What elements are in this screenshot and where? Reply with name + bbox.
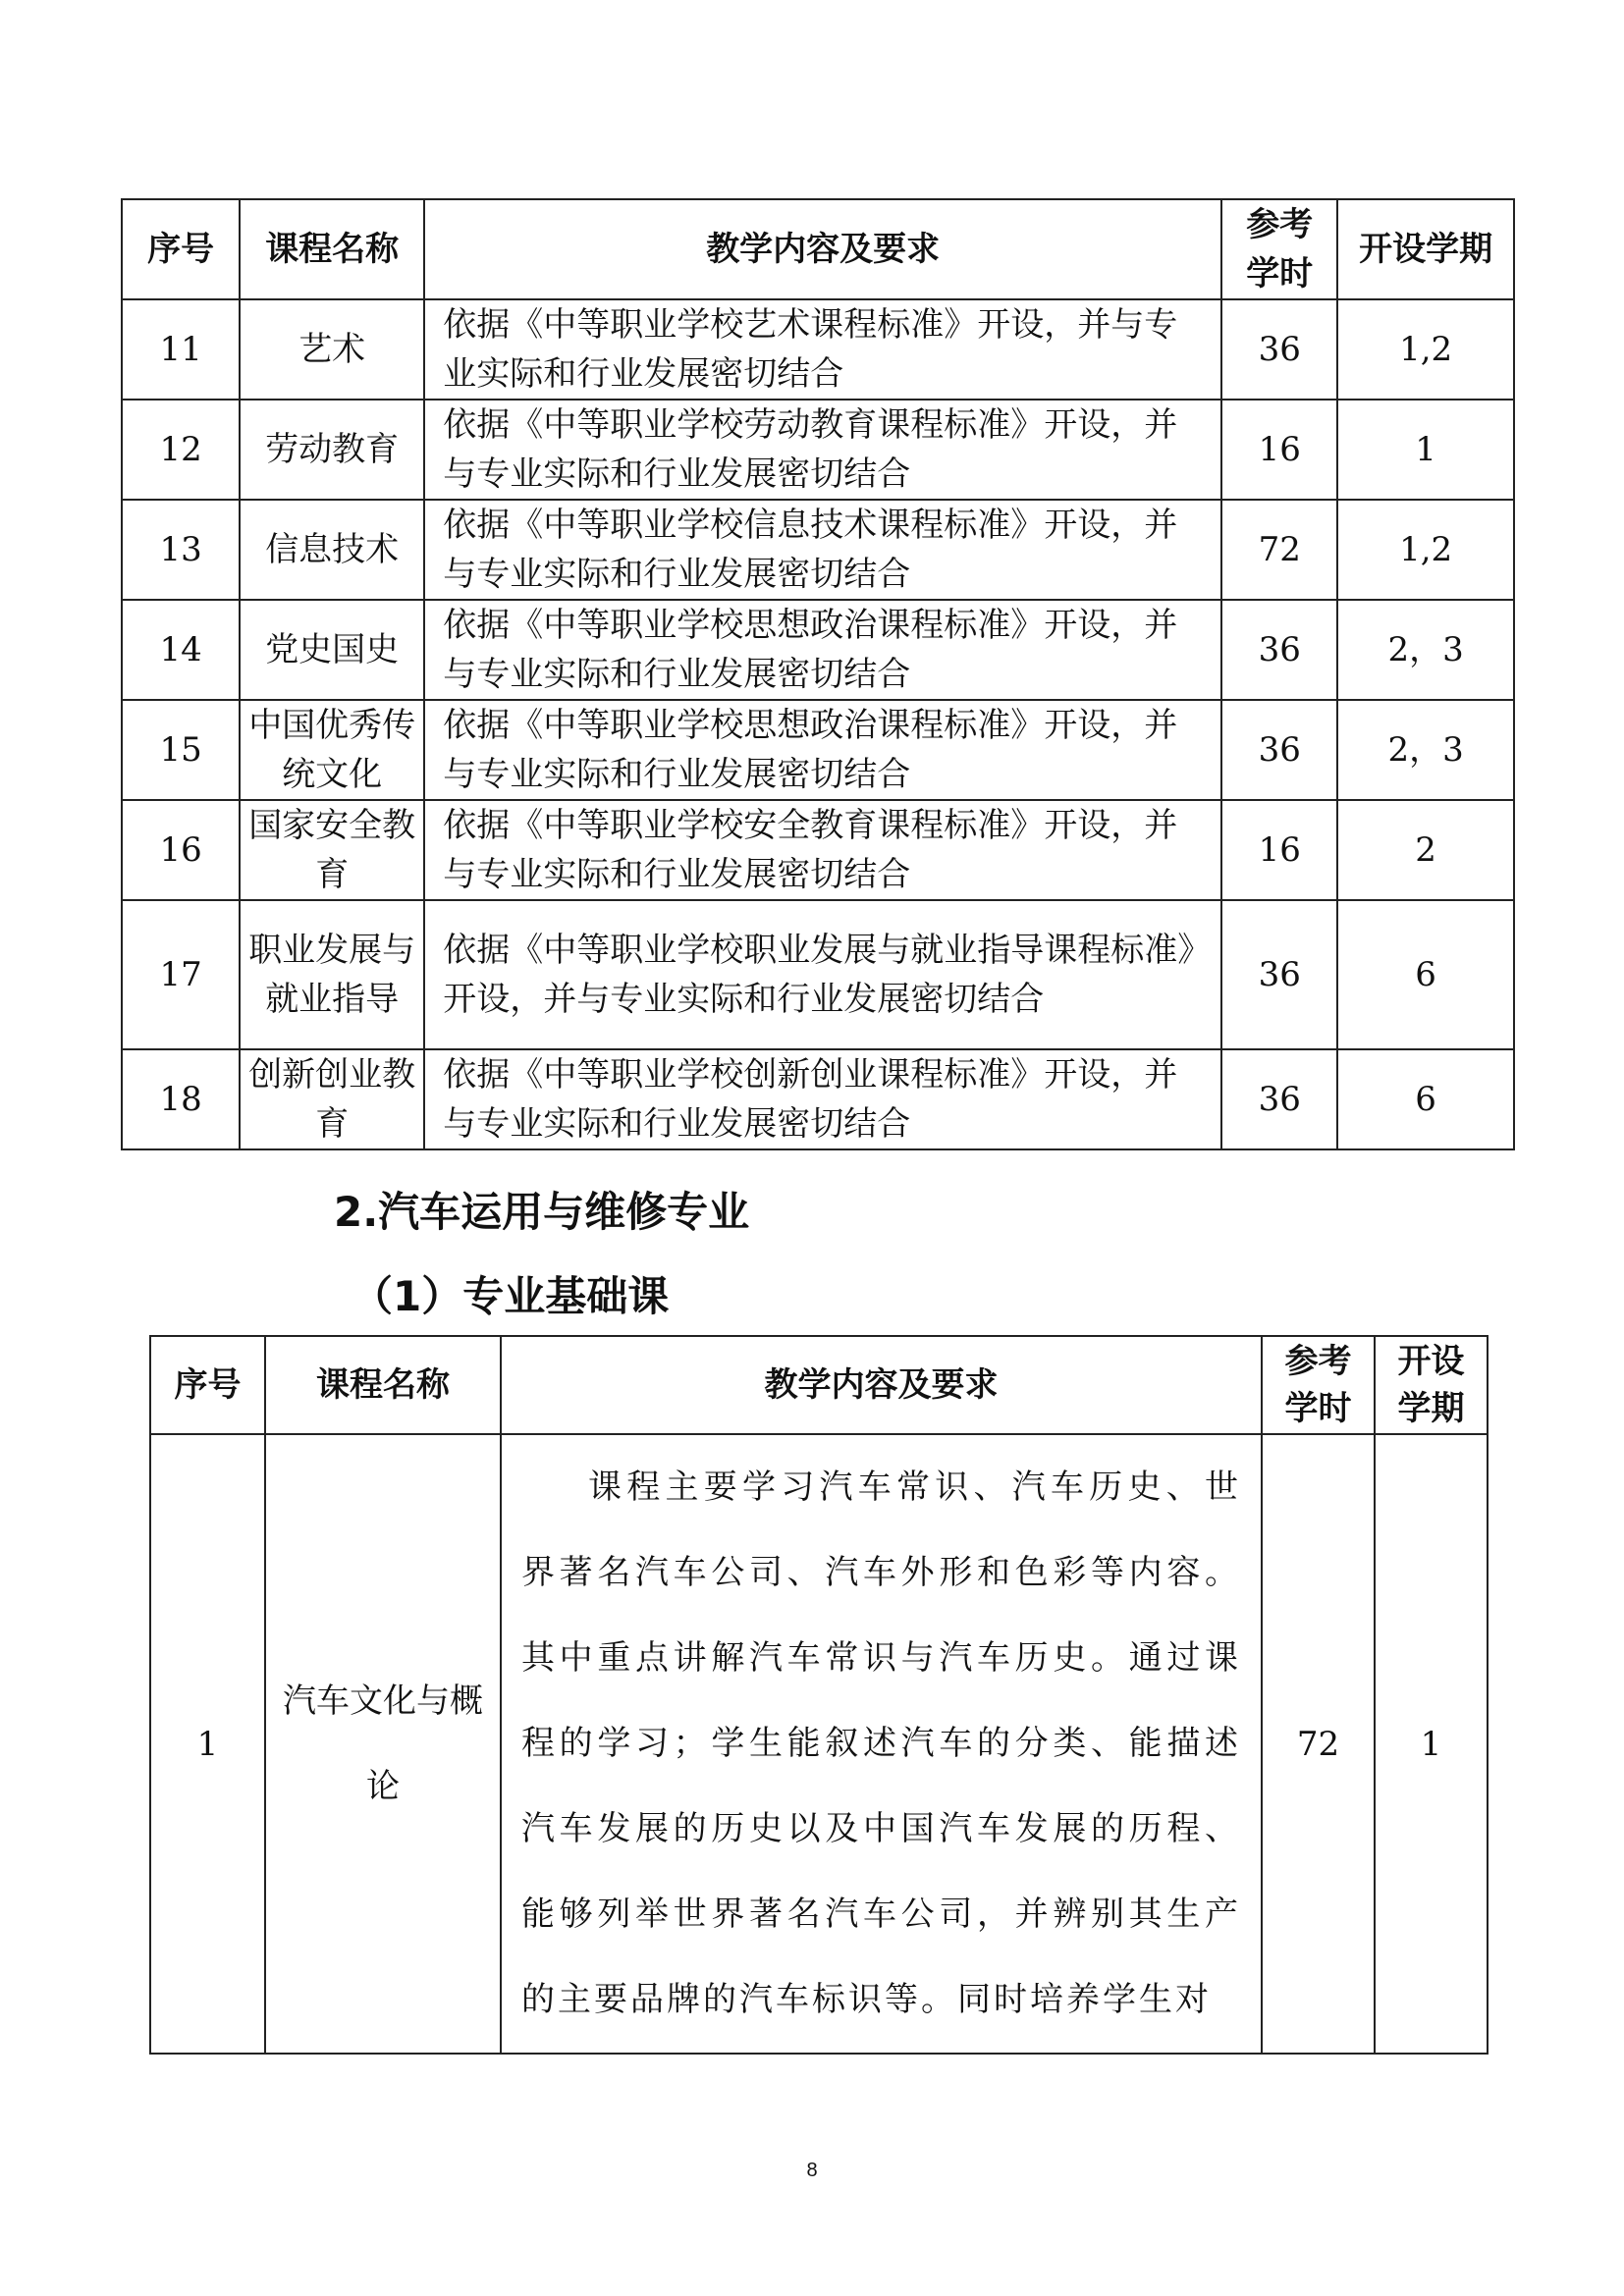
row-hours: 16 — [1221, 400, 1337, 500]
row-hours: 16 — [1221, 800, 1337, 900]
row-course-name: 党史国史 — [240, 600, 424, 700]
table-row — [122, 400, 1514, 500]
table-row — [122, 299, 1514, 400]
table-row — [122, 800, 1514, 900]
course-table-general — [121, 198, 1515, 1150]
row-hours: 36 — [1221, 700, 1337, 800]
header-term: 开设学期 — [1337, 199, 1514, 299]
row-content: 依据《中等职业学校思想政治课程标准》开设，并与专业实际和行业发展密切结合 — [424, 600, 1221, 700]
header-hours: 参考学时 — [1221, 199, 1337, 299]
row-course-name: 创新创业教育 — [240, 1049, 424, 1149]
row-course-name: 信息技术 — [240, 500, 424, 600]
section-heading: 2.汽车运用与维修专业 — [334, 1188, 750, 1236]
row-no: 12 — [122, 400, 240, 500]
row-term: 2，3 — [1337, 600, 1514, 700]
row-course-name: 艺术 — [240, 299, 424, 400]
table-row — [122, 900, 1514, 1049]
row-term: 1,2 — [1337, 500, 1514, 600]
row-hours: 36 — [1221, 299, 1337, 400]
row-term: 6 — [1337, 1049, 1514, 1149]
row-term: 2，3 — [1337, 700, 1514, 800]
page-number: 8 — [806, 2160, 818, 2181]
header-term: 开设学期 — [1375, 1336, 1488, 1434]
row-content: 依据《中等职业学校艺术课程标准》开设，并与专业实际和行业发展密切结合 — [424, 299, 1221, 400]
row-term: 2 — [1337, 800, 1514, 900]
row-content: 依据《中等职业学校职业发展与就业指导课程标准》开设，并与专业实际和行业发展密切结合 — [424, 900, 1221, 1049]
row-content: 课程主要学习汽车常识、汽车历史、世界著名汽车公司、汽车外形和色彩等内容。其中重点讲解汽车常识与汽车历史。通过课程的学习；学生能叙述汽车的分类、能描述汽车发展的历史以及中国汽车发展的历程、能够列举世界著名汽车公司，并辨别其生产的主要品牌的汽车标识等。同时培养学生对 — [501, 1434, 1262, 2054]
row-no: 11 — [122, 299, 240, 400]
header-course-name: 课程名称 — [265, 1336, 501, 1434]
row-hours: 36 — [1221, 900, 1337, 1049]
table-row — [122, 500, 1514, 600]
table-row — [122, 1049, 1514, 1149]
row-no: 1 — [150, 1434, 265, 2054]
row-course-name: 劳动教育 — [240, 400, 424, 500]
row-term: 1 — [1337, 400, 1514, 500]
row-content: 依据《中等职业学校劳动教育课程标准》开设，并与专业实际和行业发展密切结合 — [424, 400, 1221, 500]
table-header-row — [122, 199, 1514, 299]
row-course-name: 职业发展与就业指导 — [240, 900, 424, 1049]
row-content: 依据《中等职业学校思想政治课程标准》开设，并与专业实际和行业发展密切结合 — [424, 700, 1221, 800]
row-no: 16 — [122, 800, 240, 900]
row-course-name: 中国优秀传统文化 — [240, 700, 424, 800]
row-hours: 36 — [1221, 1049, 1337, 1149]
header-course-name: 课程名称 — [240, 199, 424, 299]
header-no: 序号 — [122, 199, 240, 299]
table-row — [122, 600, 1514, 700]
table-header-row — [150, 1336, 1488, 1434]
row-no: 13 — [122, 500, 240, 600]
row-hours: 36 — [1221, 600, 1337, 700]
header-hours: 参考学时 — [1262, 1336, 1375, 1434]
header-content: 教学内容及要求 — [424, 199, 1221, 299]
header-no: 序号 — [150, 1336, 265, 1434]
row-term: 1,2 — [1337, 299, 1514, 400]
row-term: 6 — [1337, 900, 1514, 1049]
row-content: 依据《中等职业学校安全教育课程标准》开设，并与专业实际和行业发展密切结合 — [424, 800, 1221, 900]
row-no: 15 — [122, 700, 240, 800]
row-content: 依据《中等职业学校信息技术课程标准》开设，并与专业实际和行业发展密切结合 — [424, 500, 1221, 600]
header-content: 教学内容及要求 — [501, 1336, 1262, 1434]
row-hours: 72 — [1262, 1434, 1375, 2054]
row-content: 依据《中等职业学校创新创业课程标准》开设，并与专业实际和行业发展密切结合 — [424, 1049, 1221, 1149]
table-row — [122, 700, 1514, 800]
row-hours: 72 — [1221, 500, 1337, 600]
row-no: 18 — [122, 1049, 240, 1149]
course-table-foundation — [149, 1335, 1489, 2055]
row-term: 1 — [1375, 1434, 1488, 2054]
row-course-name: 汽车文化与概论 — [265, 1434, 501, 2054]
table-row — [150, 1434, 1488, 2054]
row-course-name: 国家安全教育 — [240, 800, 424, 900]
subsection-heading: （1）专业基础课 — [352, 1272, 670, 1320]
row-no: 14 — [122, 600, 240, 700]
row-no: 17 — [122, 900, 240, 1049]
